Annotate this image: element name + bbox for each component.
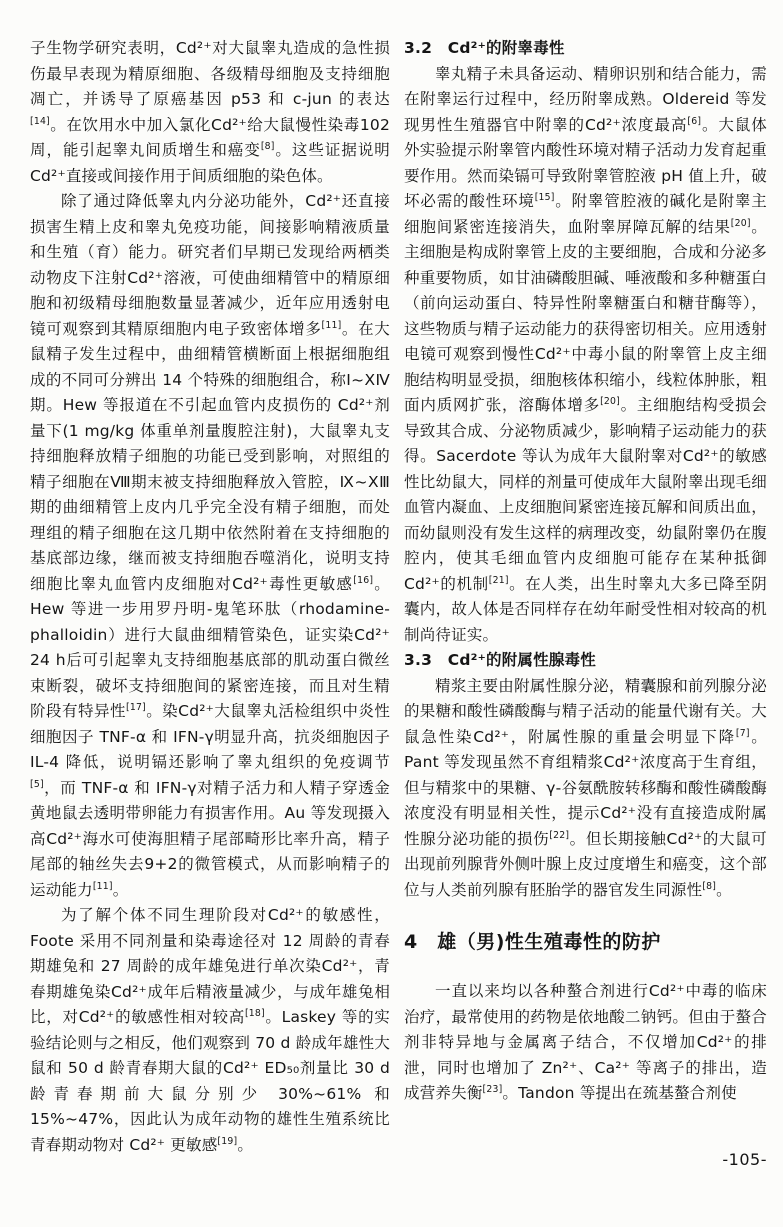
page-number: -105-	[722, 1150, 767, 1169]
heading-3-3-accessory-gland-toxicity: 3.3 Cd²⁺的附属性腺毒性	[404, 651, 596, 669]
paragraph-epididymis-toxicity: 睾丸精子未具备运动、精卵识别和结合能力，需在附睾运行过程中，经历附睾成熟。Oldereid 等发现男性生殖器官中附睾的Cd²⁺浓度最高[6]。大鼠体外实验提示附睾管内酸性环境对精子活动力发育起重要作用。然而染镉可导致附睾管腔液 pH 值上升，破坏必需的酸性环境[15]。附睾管腔液的碱化是附睾主细胞间紧密连接消失，血附睾屏障瓦解的结果[20]。主细胞是构成附睾管上皮的主要细胞，合成和分泌多种重要物质，如甘油磷酸胆碱、唾液酸和多种糖蛋白（前向运动蛋白、特异性附睾糖蛋白和糖苷酶等），这些物质与精子运动能力的获得密切相关。应用透射电镜可观察到慢性Cd²⁺中毒小鼠的附睾管上皮主细胞结构明显受损，细胞核体积缩小，线粒体肿胀，粗面内质网扩张，溶酶体增多[20]。主细胞结构受损会导致其合成、分泌物质减少，影响精子运动能力的获得。Sacerdote 等认为成年大鼠附睾对Cd²⁺的敏感性比幼鼠大，同样的剂量可使成年大鼠附睾出现毛细血管内凝血、上皮细胞间紧密连接瓦解和间质出血，而幼鼠则没有发生这样的病理改变，幼鼠附睾仍在腹腔内，使其毛细血管内皮细胞可能存在某种抵御Cd²⁺的机制[21]。在人类，出生时睾丸大多已降至阴囊内，故人体是否同样存在幼年耐受性相对较高的机制尚待证实。	[404, 64, 767, 644]
paragraph-testis-toxicity: 除了通过降低睾丸内分泌功能外，Cd²⁺还直接损害生精上皮和睾丸免疫功能，间接影响精液质量和生殖（育）能力。研究者们早期已发现给两栖类动物皮下注射Cd²⁺溶液，可使曲细精管中的精原细胞和初级精母细胞数量显著减少，近年应用透射电镜可观察到其精原细胞内电子致密体增多[11]。在大鼠精子发生过程中，曲细精管横断面上根据细胞组成的不同可分辨出 14 个特殊的细胞组合，称Ⅰ~ⅩⅣ期。Hew 等报道在不引起血管内皮损伤的 Cd²⁺剂量下(1 mg/kg 体重单剂量腹腔注射)，大鼠睾丸支持细胞释放精子细胞的功能已受到影响，对照组的精子细胞在Ⅷ期末被支持细胞释放入管腔，Ⅸ~ⅩⅢ期的曲细精管上皮内几乎完全没有精子细胞，而处理组的精子细胞在这几期中依然附着在支持细胞的基底部边缘，继而被支持细胞吞噬消化，说明支持细胞比睾丸血管内皮细胞对Cd²⁺毒性更敏感[16]。Hew 等进一步用罗丹明-鬼笔环肽（rhodamine-phalloidin）进行大鼠曲细精管染色，证实染Cd²⁺ 24 h后可引起睾丸支持细胞基底部的肌动蛋白微丝束断裂，破坏支持细胞间的紧密连接，而且对生精阶段有特异性[17]。染Cd²⁺大鼠睾丸活检组织中炎性细胞因子 TNF-α 和 IFN-γ明显升高，抗炎细胞因子 IL-4 降低，说明镉还影响了睾丸组织的免疫调节[5]，而 TNF-α 和 IFN-γ对精子活力和人精子穿透金黄地鼠去透明带卵能力有损害作用。Au 等发现摄入高Cd²⁺海水可使海胆精子尾部畸形比率升高，精子尾部的轴丝失去9+2的微管模式，从而影响精子的运动能力[11]。	[30, 192, 391, 899]
paragraph-accessory-gland-toxicity: 精浆主要由附属性腺分泌，精囊腺和前列腺分泌的果糖和酸性磷酸酶与精子活动的能量代谢有关。大鼠急性染Cd²⁺，附属性腺的重量会明显下降[7]。Pant 等发现虽然不育组精浆Cd²⁺浓度高于生育组，但与精浆中的果糖、γ-谷氨酰胺转移酶和酸性磷酸酶浓度没有明显相关性，提示Cd²⁺没有直接造成附属性腺分泌功能的损伤[22]。但长期接触Cd²⁺的大鼠可出现前列腺背外侧叶腺上皮过度增生和癌变，这个部位与人类前列腺有胚胎学的器官发生同源性[8]。	[404, 676, 767, 899]
right-column	[404, 36, 767, 1158]
paragraph-continued-from-previous-page: 子生物学研究表明，Cd²⁺对大鼠睾丸造成的急性损伤最早表现为精原细胞、各级精母细胞及支持细胞凋亡，并诱导了原癌基因 p53 和 c-jun 的表达[14]。在饮用水中加入氯化Cd²⁺给大鼠慢性染毒102周，能引起睾丸间质增生和癌变[8]。这些证据说明Cd²⁺直接或间接作用于间质细胞的染色体。	[30, 39, 391, 185]
heading-4-protection: 4 雄（男)性生殖毒性的防护	[404, 931, 661, 953]
paragraph-age-sensitivity: 为了解个体不同生理阶段对Cd²⁺的敏感性，Foote 采用不同剂量和染毒途径对 12 周龄的青春期雄兔和 27 周龄的成年雄兔进行单次染Cd²⁺，青春期雄兔染Cd²⁺成年后精液量减少，与成年雄兔相比，对Cd²⁺的敏感性相对较高[18]。Laskey 等的实验结论则与之相反，他们观察到 70 d 龄成年雄性大鼠和 50 d 龄青春期大鼠的Cd²⁺ ED₅₀剂量比 30 d 龄青春期前大鼠分别少 30%~61% 和 15%~47%，因此认为成年动物的雄性生殖系统比青春期动物对 Cd²⁺ 更敏感[19]。	[30, 906, 391, 1154]
heading-3-2-epididymis-toxicity: 3.2 Cd²⁺的附睾毒性	[404, 39, 565, 57]
left-column	[30, 36, 390, 1158]
paragraph-protection: 一直以来均以各种螯合剂进行Cd²⁺中毒的临床治疗，最常使用的药物是依地酸二钠钙。但由于螯合剂非特异地与金属离子结合，不仅增加Cd²⁺的排泄，同时也增加了 Zn²⁺、Ca²⁺ 等离子的排出，造成营养失衡[23]。Tandon 等提出在巯基螯合剂使	[404, 982, 767, 1102]
